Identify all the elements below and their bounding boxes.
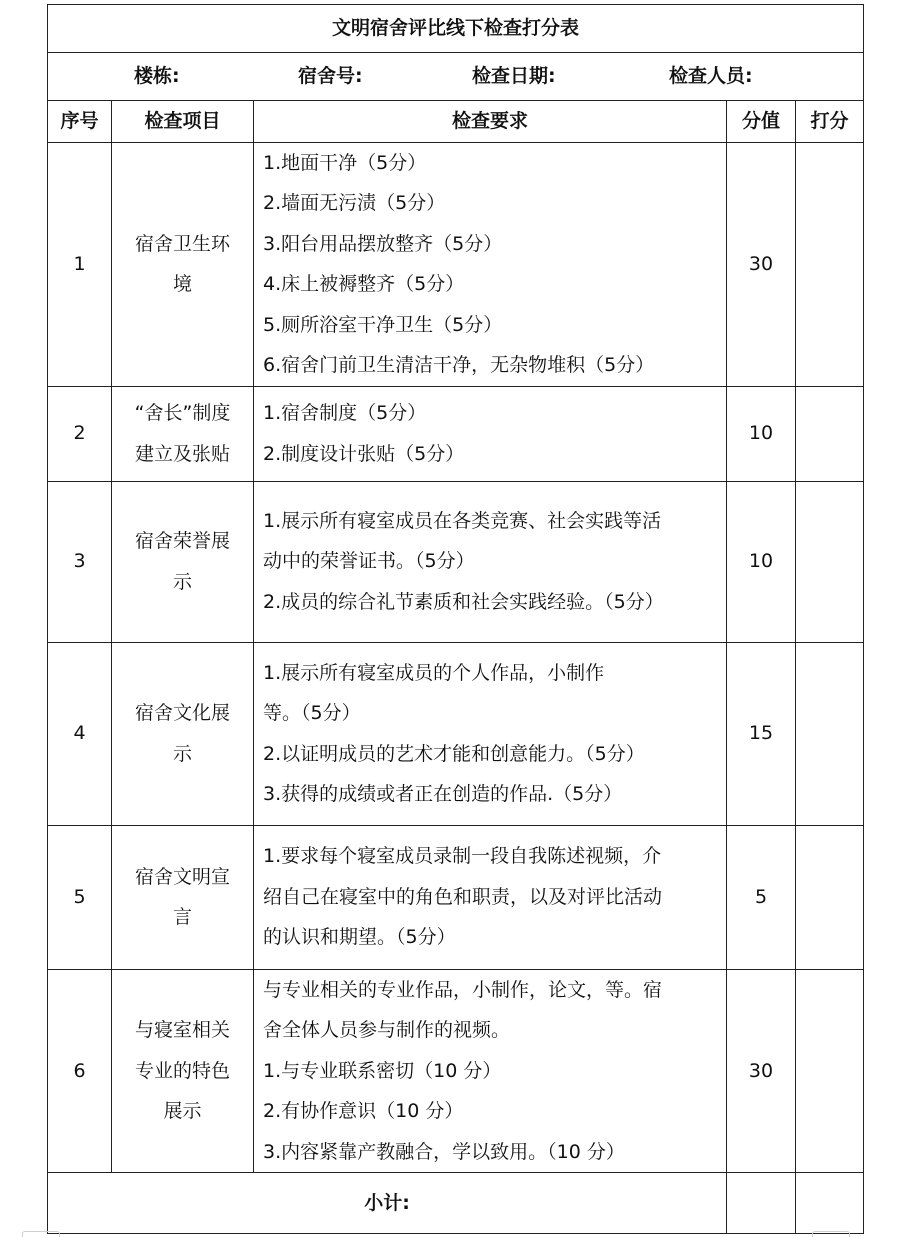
row-number: 4 <box>48 642 112 825</box>
check-item-line: 境 <box>172 273 192 295</box>
header-row <box>48 101 864 143</box>
row-number: 1 <box>48 142 112 386</box>
room-number-label: 宿舍号: <box>298 65 363 87</box>
requirement-line: 2.制度设计张贴（5分） <box>263 442 465 465</box>
score-cell[interactable] <box>796 969 864 1173</box>
requirement-line: 1.宿舍制度（5分） <box>263 402 427 424</box>
score-cell[interactable] <box>796 142 864 386</box>
points-value: 10 <box>727 386 796 481</box>
score-cell[interactable] <box>796 642 864 825</box>
requirements-cell <box>254 969 727 1173</box>
page-corner-mark-right <box>812 1231 850 1237</box>
score-cell[interactable] <box>796 481 864 642</box>
table-row <box>48 642 864 825</box>
building-label: 楼栋: <box>134 65 180 87</box>
check-item-cell <box>112 642 254 825</box>
check-item-line: 与寝室相关 <box>134 1019 230 1041</box>
score-cell[interactable] <box>796 386 864 481</box>
subtotal-row <box>48 1173 864 1234</box>
check-item-line: 宿舍文明宣 <box>134 865 230 888</box>
check-item-line: 宿舍卫生环 <box>134 232 230 255</box>
check-item-line: 宿舍文化展 <box>134 702 230 724</box>
check-item-cell <box>112 142 254 386</box>
requirement-line: 5.厕所浴室干净卫生（5分） <box>263 313 503 336</box>
check-item-line: 建立及张贴 <box>134 442 230 465</box>
header-requirement: 检查要求 <box>254 101 727 143</box>
requirement-line: 3.获得的成绩或者正在创造的作品.（5分） <box>263 783 623 805</box>
requirements-cell <box>254 642 727 825</box>
requirement-line: 6.宿舍门前卫生清洁干净，无杂物堆积（5分） <box>263 354 655 376</box>
subtotal-score-cell[interactable] <box>796 1173 864 1234</box>
check-item-line: 专业的特色 <box>134 1059 230 1082</box>
requirement-line: 动中的荣誉证书。（5分） <box>263 550 475 573</box>
header-points: 分值 <box>727 101 796 143</box>
requirement-line: 1.展示所有寝室成员在各类竞赛、社会实践等活 <box>263 509 662 532</box>
requirement-line: 与专业相关的专业作品，小制作，论文，等。宿 <box>263 978 663 1001</box>
requirements-cell <box>254 825 727 969</box>
requirement-line: 舍全体人员参与制作的视频。 <box>263 1019 511 1041</box>
title-row <box>48 5 864 53</box>
check-item-line: 言 <box>172 906 192 928</box>
points-value: 30 <box>727 969 796 1173</box>
requirements-cell <box>254 386 727 481</box>
subtotal-label: 小计: <box>48 1173 727 1234</box>
criteria-rows <box>48 142 864 1173</box>
table-row <box>48 481 864 642</box>
requirement-line: 3.阳台用品摆放整齐（5分） <box>263 232 503 255</box>
table-row <box>48 142 864 386</box>
requirement-line: 2.以证明成员的艺术才能和创意能力。（5分） <box>263 742 645 765</box>
requirement-line: 1.展示所有寝室成员的个人作品，小制作 <box>263 661 605 684</box>
requirement-line: 2.成员的综合礼节素质和社会实践经验。（5分） <box>263 590 664 613</box>
requirements-cell <box>254 481 727 642</box>
table-row <box>48 386 864 481</box>
requirement-line: 绍自己在寝室中的角色和职责，以及对评比活动 <box>263 885 663 908</box>
points-value: 5 <box>727 825 796 969</box>
requirement-line: 2.墙面无污渍（5分） <box>263 192 446 214</box>
table-title: 文明宿舍评比线下检查打分表 <box>48 5 864 53</box>
inspection-date-label: 检查日期: <box>472 65 556 87</box>
requirements-cell <box>254 142 727 386</box>
check-item-cell <box>112 481 254 642</box>
page-corner-mark-left <box>22 1231 60 1237</box>
check-item-line: 宿舍荣誉展 <box>134 530 230 552</box>
header-score: 打分 <box>796 101 864 143</box>
check-item-line: 示 <box>172 742 192 765</box>
row-number: 6 <box>48 969 112 1173</box>
check-item-line: 示 <box>172 570 192 593</box>
requirement-line: 4.床上被褥整齐（5分） <box>263 273 465 295</box>
table-row <box>48 969 864 1173</box>
check-item-cell <box>112 969 254 1173</box>
requirement-line: 1.与专业联系密切（10 分） <box>263 1059 502 1082</box>
requirement-line: 3.内容紧靠产教融合，学以致用。（10 分） <box>263 1140 625 1163</box>
score-cell[interactable] <box>796 825 864 969</box>
subtotal-points-cell <box>727 1173 796 1234</box>
requirement-line: 1.地面干净（5分） <box>263 151 427 174</box>
row-number: 3 <box>48 481 112 642</box>
requirement-line: 2.有协作意识（10 分） <box>263 1100 464 1122</box>
table-row <box>48 825 864 969</box>
requirement-line: 1.要求每个寝室成员录制一段自我陈述视频，介 <box>263 845 662 868</box>
points-value: 30 <box>727 142 796 386</box>
check-item-cell <box>112 825 254 969</box>
points-value: 10 <box>727 481 796 642</box>
check-item-line: 展示 <box>163 1100 202 1122</box>
points-value: 15 <box>727 642 796 825</box>
requirement-line: 等。（5分） <box>263 702 361 724</box>
inspector-label: 检查人员: <box>669 65 753 87</box>
row-number: 2 <box>48 386 112 481</box>
meta-row <box>48 53 864 101</box>
scoring-table <box>47 4 864 1234</box>
requirement-line: 的认识和期望。（5分） <box>263 926 456 949</box>
row-number: 5 <box>48 825 112 969</box>
check-item-cell <box>112 386 254 481</box>
header-no: 序号 <box>48 101 112 143</box>
check-item-line: “舍长”制度 <box>134 402 231 424</box>
header-item: 检查项目 <box>112 101 254 143</box>
